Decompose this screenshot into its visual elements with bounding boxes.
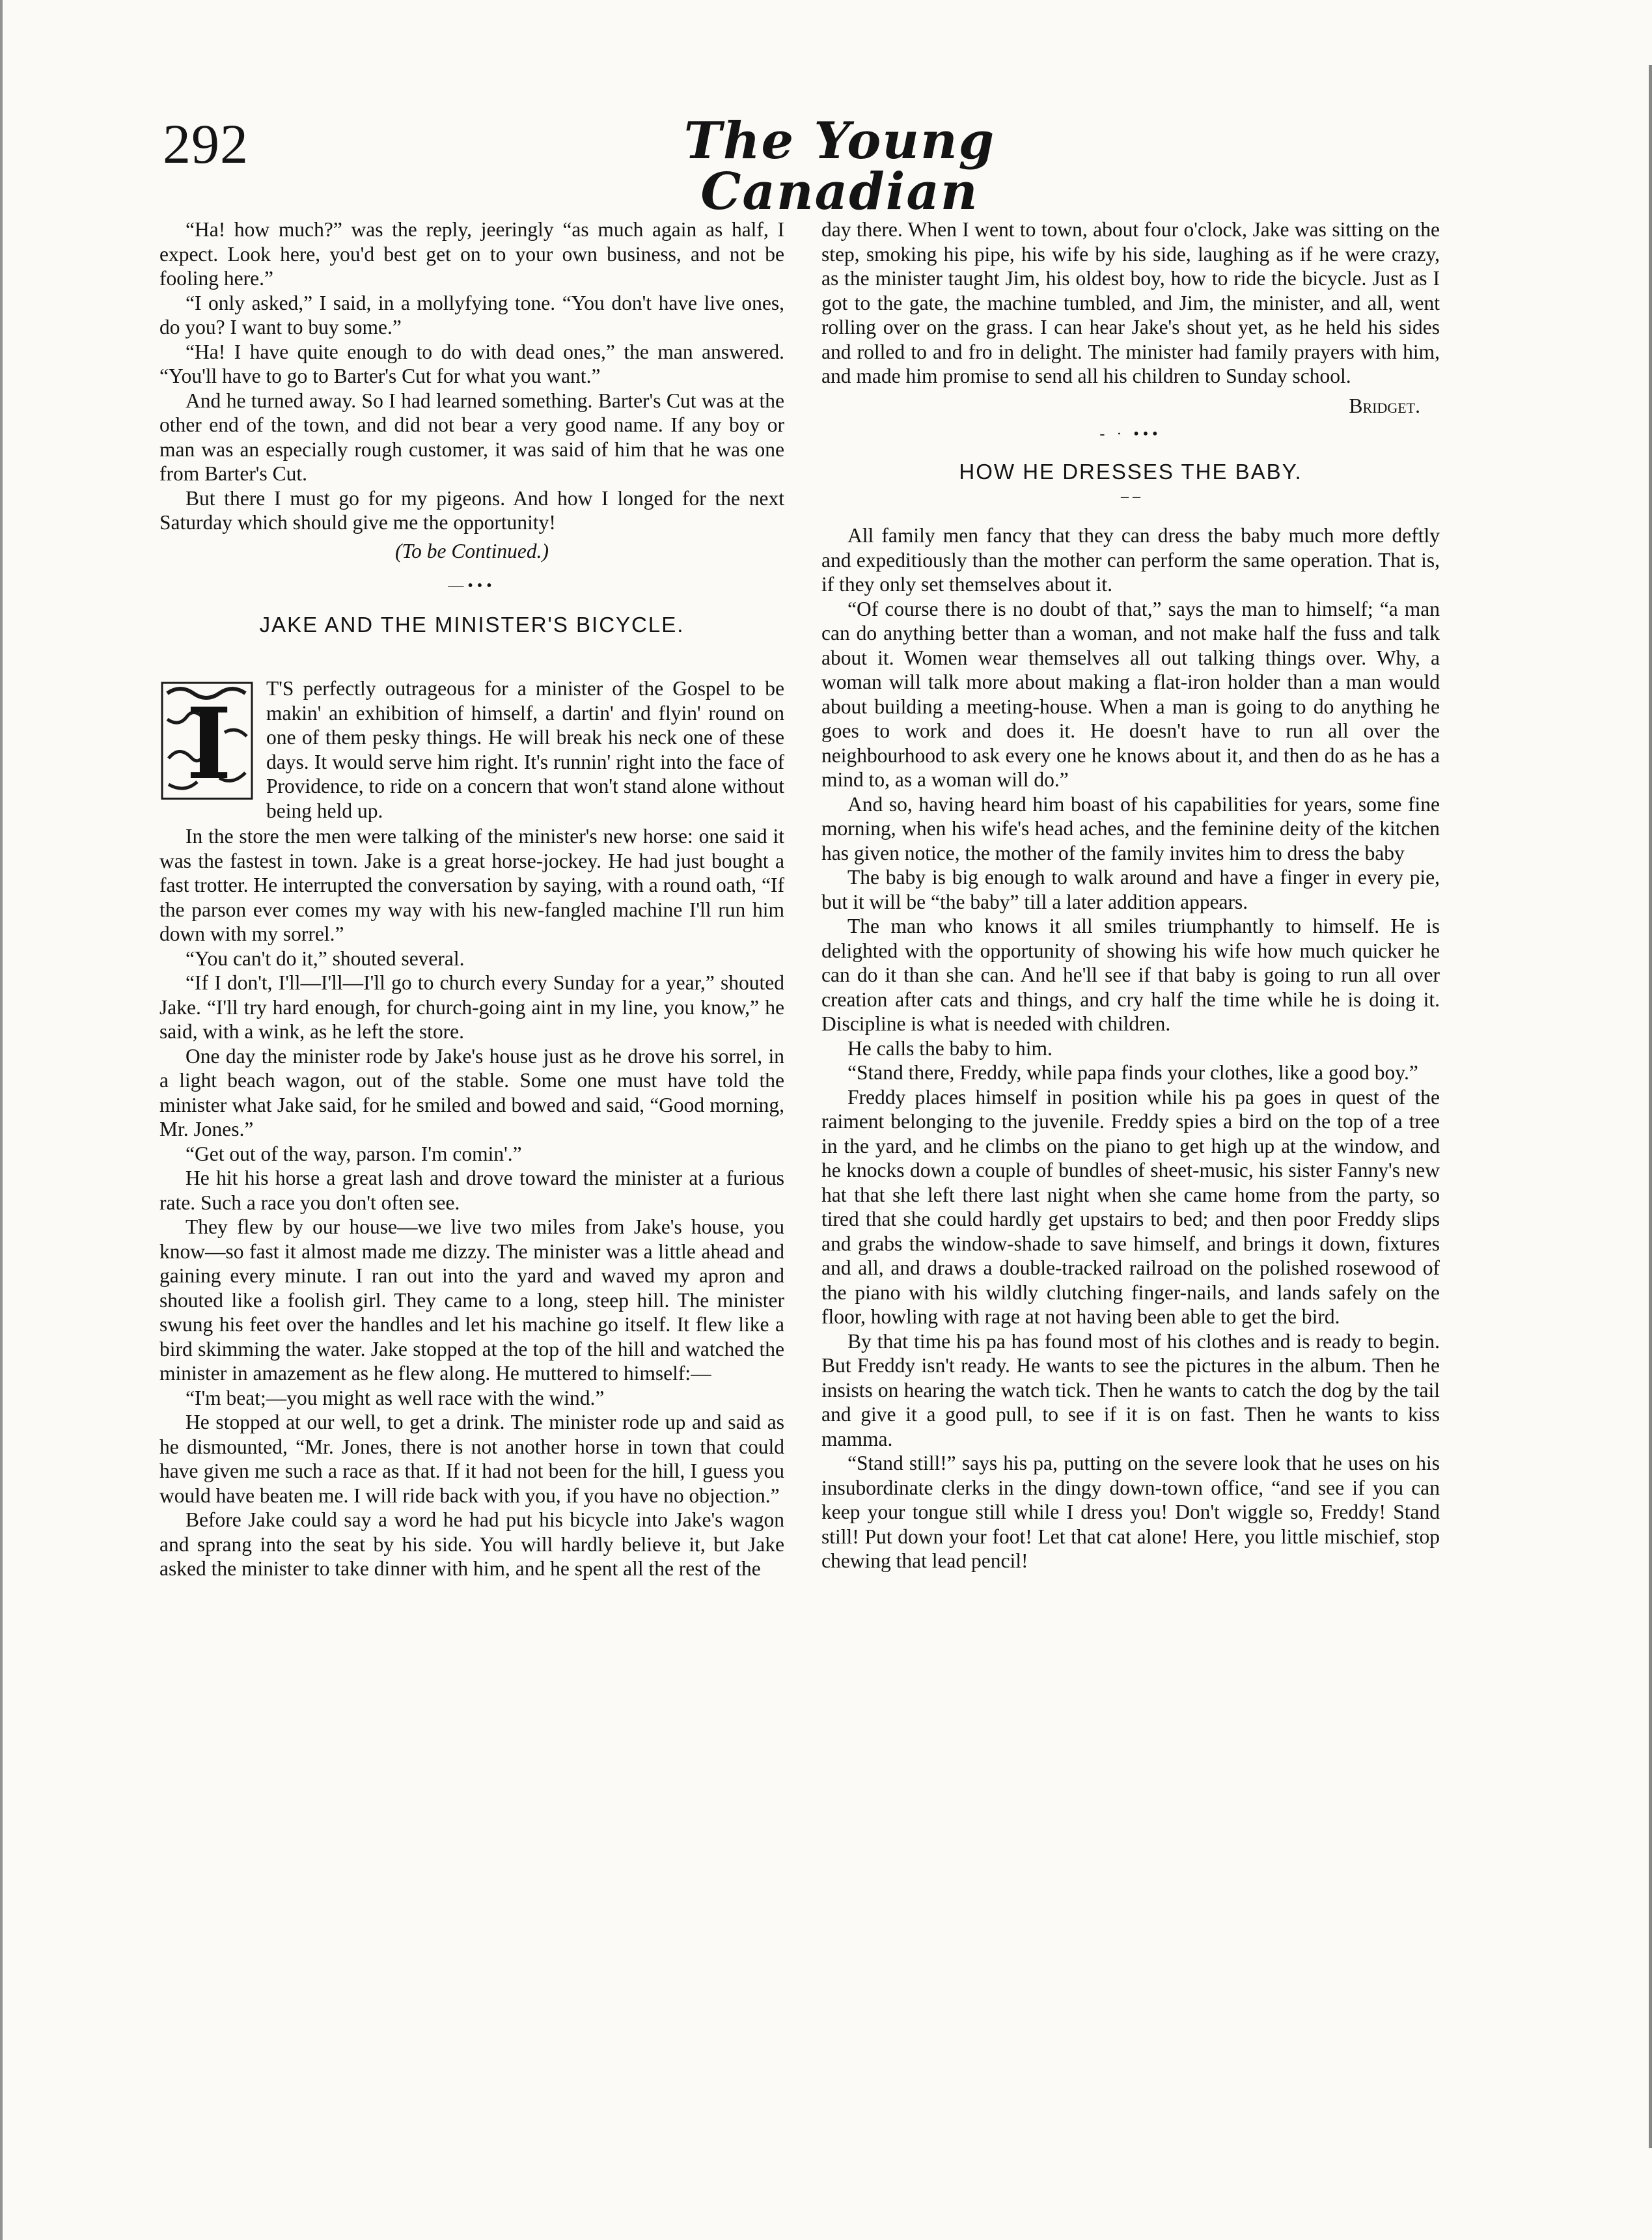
page-edge-left: [0, 0, 3, 2240]
paragraph: The man who knows it all smiles triumphantly to himself. He is delighted with the opportunity of showing his wife how much quicker he can do it than she can. And he'll see if that baby is going to run all over creation after cats and things, and cry half the time while he is doing it. Discipline is what is needed with children.: [821, 915, 1440, 1035]
paragraph: day there. When I went to town, about four o'clock, Jake was sitting on the step, smoking his pipe, his wife by his side, laughing as if he were crazy, as the minister taught Jim, his oldest boy, how to ride the bicycle. Just as I got to the gate, the machine tumbled, and Jim, the minister, and all, went rolling over on the grass. I can hear Jake's shout yet, as he held his sides and rolled to and fro in delight. The minister had family prayers with him, and made him promise to send all his children to Sunday school.: [821, 218, 1440, 387]
left-column: [159, 217, 784, 1581]
paragraph: He hit his horse a great lash and drove toward the minister at a furious rate. Such a race you don't often see.: [159, 1167, 784, 1214]
paragraph: And he turned away. So I had learned something. Barter's Cut was at the other end of the town, and did not bear a very good name. If any boy or man was an especially rough customer, it was said of him that he was one from Barter's Cut.: [159, 389, 784, 485]
paragraph: He calls the baby to him.: [847, 1036, 1053, 1060]
story-opening-text: T'S perfectly outrageous for a minister of the Gospel to be makin' an exhibition of himself, a dartin' and flyin' round on one of them pesky things. He will break his neck one of these days. It would serve him right. It's runnin' right into the face of Providence, to ride on a concern that won't stand alone without being held up.: [266, 677, 784, 822]
paragraph: Freddy places himself in position while his pa goes in quest of the raiment belonging to the juvenile. Freddy spies a bird on the top of a tree in the yard, and he climbs on the piano to get high up at the window, and he knocks down a couple of bundles of sheet-music, his sister Fanny's new hat that she left there last night when she came home from the party, so tired that she could hardly get upstairs to bed; and then poor Freddy slips and grabs the window-shade to save himself, and brings it down, fixtures and all, and draws a double-tracked railroad on the polished rosewood of the piano with his wildly clutching finger-nails, and lands safely on the floor, howling with rage at not having been able to get the bird.: [821, 1085, 1440, 1328]
paragraph: But there I must go for my pigeons. And how I longed for the next Saturday which should give me the opportunity!: [159, 486, 784, 534]
paragraph: “Stand still!” says his pa, putting on the severe look that he uses on his insubordinate clerks in the dingy down-town office, “and see if you can keep your tongue still while I dress you! Don't wiggle so, Freddy! Stand still! Put down your foot! Let that cat alone! Here, you little mischief, stop chewing that lead pencil!: [821, 1452, 1440, 1572]
paragraph: “Of course there is no doubt of that,” says the man to himself; “a man can do anything better than a woman, and not make half the fuss and talk about it. Women wear themselves all out talking things over. Why, a woman will talk more about making a flat-iron holder than a man would about building a meeting-house. When a man is going to do anything he goes to work and does it. He doesn't have to run all over the neighbourhood to ask every one he knows about it, and then do as he has a mind to, as a woman will do.”: [821, 597, 1440, 791]
section-divider-icon: —•••: [448, 577, 496, 594]
right-column: [821, 217, 1440, 1573]
paragraph: “Stand there, Freddy, while papa finds your clothes, like a good boy.”: [847, 1061, 1418, 1084]
paragraph: The baby is big enough to walk around and have a finger in every pie, but it will be “the baby” till a later addition appears.: [821, 866, 1440, 913]
paragraph: “I'm beat;—you might as well race with the wind.”: [186, 1386, 605, 1409]
paragraph: “You can't do it,” shouted several.: [186, 947, 465, 970]
paragraph: “If I don't, I'll—I'll—I'll go to church every Sunday for a year,” shouted Jake. “I'll try hard enough, for church-going aint in my line, you know,” he said, with a wink, as he left the store.: [159, 971, 784, 1043]
paragraph: In the store the men were talking of the minister's new horse: one said it was the fastest in town. Jake is a great horse-jockey. He had just bought a fast trotter. He interrupted the conversation by saying, with a round oath, “If the parson ever comes my way with his new-fangled machine I'll run him down with my sorrel.”: [159, 825, 784, 945]
paragraph: By that time his pa has found most of his clothes and is ready to begin. But Freddy isn't ready. He wants to see the pictures in the album. Then he insists on hearing the watch tick. Then he wants to catch the dog by the tail and give it a good pull, to see if it is on fast. Then he wants to kiss mamma.: [821, 1329, 1440, 1450]
paragraph: He stopped at our well, to get a drink. The minister rode up and said as he dismounted, “Mr. Jones, there is not another horse in town that could have given me such a race as that. If it had not been for the hill, I guess you would have beaten me. I will ride back with you, if you have no objection.”: [159, 1411, 784, 1507]
paragraph: They flew by our house—we live two miles from Jake's house, you know—so fast it almost made me dizzy. The minister was a little ahead and gaining every minute. I ran out into the yard and waved my apron and shouted like a foolish girl. They came to a long, steep hill. The minister swung his feet over the handles and let his machine go itself. It flew like a bird skimming the water. Jake stopped at the top of the hill and watched the minister in amazement as he flew along. He muttered to himself:—: [159, 1215, 784, 1385]
signature: Bridget.: [1349, 394, 1420, 417]
paragraph: Before Jake could say a word he had put his bicycle into Jake's wagon and sprang into the seat by his side. You will hardly believe it, but Jake asked the minister to take dinner with him, and he spent all the rest of the: [159, 1508, 784, 1580]
story-opening: [159, 676, 784, 823]
paragraph: And so, having heard him boast of his capabilities for years, some fine morning, when his wife's head aches, and the feminine deity of the kitchen has given notice, the mother of the family invites him to dress the baby: [821, 792, 1440, 864]
to-be-continued: (To be Continued.): [395, 539, 549, 562]
paragraph: All family men fancy that they can dress the baby much more deftly and expeditiously than the mother can perform the same operation. That is, if they only set themselves about it.: [821, 524, 1440, 596]
paragraph: “Get out of the way, parson. I'm comin'.”: [186, 1142, 522, 1165]
page-number: 292: [163, 113, 249, 175]
svg-text:I: I: [186, 687, 232, 801]
title-rule-icon: – –: [1121, 488, 1140, 505]
story-title-jake: JAKE AND THE MINISTER'S BICYCLE.: [259, 613, 685, 637]
paragraph: “Ha! how much?” was the reply, jeeringly “as much again as half, I expect. Look here, you'd best get on to your own business, and not be fooling here.”: [159, 218, 784, 290]
ornamental-drop-cap-icon: [159, 680, 255, 801]
masthead-title: The Young Canadian: [683, 111, 996, 221]
paragraph: “Ha! I have quite enough to do with dead ones,” the man answered. “You'll have to go to Barter's Cut for what you want.”: [159, 340, 784, 387]
page-edge-right: [1649, 65, 1652, 2148]
story-title-baby: HOW HE DRESSES THE BABY.: [959, 460, 1302, 484]
paragraph: One day the minister rode by Jake's house just as he drove his sorrel, in a light beach wagon, out of the stable. Some one must have told the minister what Jake said, for he smiled and bowed and said, “Good morning, Mr. Jones.”: [159, 1044, 784, 1141]
section-divider-icon: - · •••: [1099, 426, 1162, 443]
page-header: [0, 0, 1652, 221]
paragraph: “I only asked,” I said, in a mollyfying tone. “You don't have live ones, do you? I want to buy some.”: [159, 291, 784, 339]
